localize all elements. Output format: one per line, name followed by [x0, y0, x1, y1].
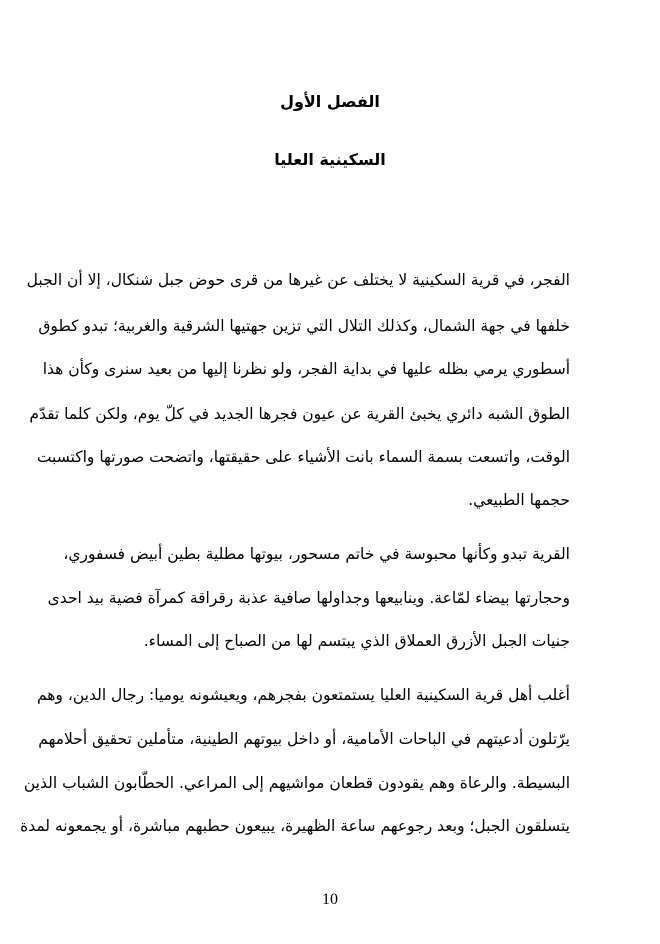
chapter-number-heading: الفصل الأول: [280, 92, 380, 111]
text-line: أسطوري يرمي بظله عليها في بداية الفجر، ولو نظرنا إليها من بعيد سنرى وكأن هذا: [42, 360, 570, 378]
text-line: الوقت، واتسعت بسمة السماء بانت الأشياء على حقيقتها، واتضحت صورتها واكتسبت: [36, 448, 570, 466]
text-line: الطوق الشبه دائري يخبئ القرية عن عيون فجرها الجديد في كلّ يوم، ولكن كلما تقدّم: [29, 405, 570, 423]
text-line: جنيات الجبل الأزرق العملاق الذي يبتسم لها من الصباح إلى المساء.: [143, 632, 570, 650]
text-line: البسيطة. والرعاة وهم يقودون قطعان مواشيهم إلى المراعي. الحطّابون الشباب الذين: [23, 774, 570, 792]
text-line: يرّتلون أدعيتهم في الباحات الأمامية، أو داخل بيوتهم الطينية، متأملين تحقيق أحلامهم: [38, 730, 570, 748]
text-line: الفجر، في قرية السكينية لا يختلف عن غيرها من قرى حوض جبل شنكال، إلا أن الجبل: [26, 271, 570, 289]
chapter-title-heading: السكينية العليا: [274, 150, 386, 169]
text-line: يتسلقون الجبل؛ وبعد رجوعهم ساعة الظهيرة، يبيعون حطبهم مباشرة، أو يجمعونه لمدة: [20, 817, 570, 835]
page-number: 10: [322, 891, 338, 908]
text-line: حجمها الطبيعي.: [468, 491, 570, 509]
text-line: خلفها في جهة الشمال، وكذلك التلال التي تزين جهتيها الشرقية والغربية؛ تبدو كطوق: [38, 317, 570, 335]
text-line: القرية تبدو وكأنها محبوسة في خاتم مسحور، بيوتها مطلية بطين أبيض فسفوري،: [63, 545, 570, 563]
text-line: أغلب أهل قرية السكينية العليا يستمتعون بفجرهم، ويعيشونه يوميا: رجال الدين، وهم: [36, 686, 570, 704]
text-line: وحجارتها بيضاء لمّاعة. وينابيعها وجداولها صافية عذبة رقراقة كمرآة فضية بيد احدى: [47, 589, 570, 607]
